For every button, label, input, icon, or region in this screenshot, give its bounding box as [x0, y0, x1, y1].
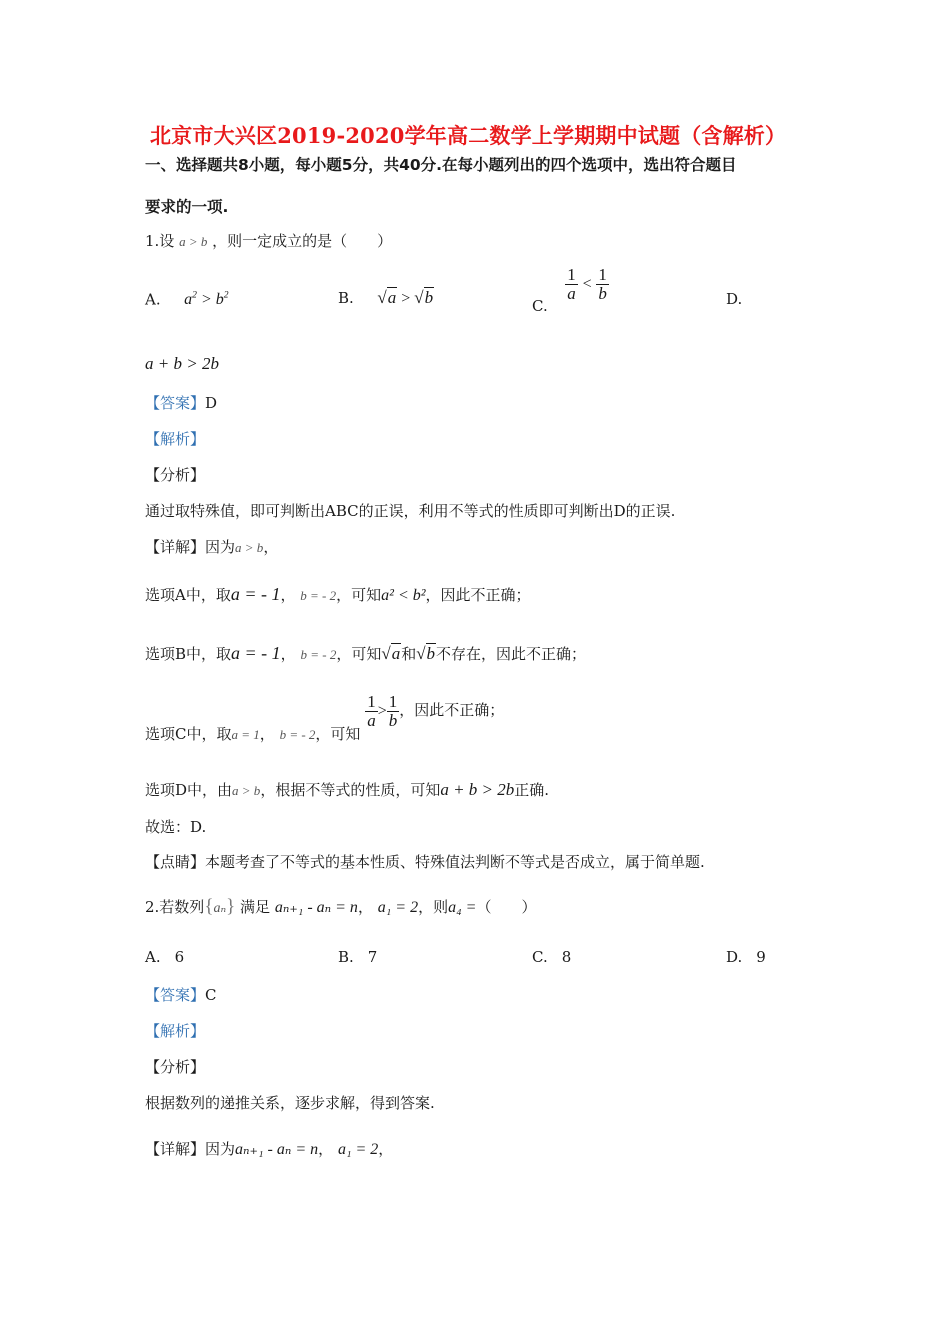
- q1-option-b: B. √a > √b: [338, 288, 434, 307]
- q1-detail-line-a: 选项A中，取a = - 1， b = - 2，可知a² < b²，因此不正确；: [145, 584, 531, 604]
- q1-option-d-label: D.: [726, 290, 743, 308]
- q2-fenxi-text: 根据数列的递推关系，逐步求解，得到答案.: [145, 1094, 435, 1112]
- q1-choose: 故选：D.: [145, 818, 207, 836]
- q2-option-d: D. 9: [726, 948, 766, 966]
- q1-detail-intro: 【详解】因为a > b，: [145, 538, 279, 556]
- q2-option-c: C. 8: [532, 948, 572, 966]
- q1-option-d-expr: a + b > 2b: [145, 354, 219, 373]
- q2-option-b: B. 7: [338, 948, 378, 966]
- q2-fenxi-tag: 【分析】: [145, 1058, 206, 1076]
- q1-stem: 1.设 a > b ，则一定成立的是（ ）: [145, 232, 393, 250]
- q1-detail-line-c: 选项C中，取a = 1， b = - 2，可知 $\frac{1}{a}$ > $\frac{1}{b}$ ，因此不正确；: [145, 692, 505, 744]
- q1-answer: 【答案】D: [145, 394, 218, 412]
- q1-analysis-tag: 【解析】: [145, 430, 206, 448]
- q2-analysis-tag: 【解析】: [145, 1022, 206, 1040]
- section-heading-line1: 一、选择题共8小题，每小题5分，共40分.在每小题列出的四个选项中，选出符合题目: [145, 156, 737, 174]
- q2-option-a: A. 6: [145, 948, 185, 966]
- q1-option-a: A. $a^2 > b^2$: [145, 290, 229, 309]
- q1-option-c: C. $\frac{1}{a}$ < $\frac{1}{b}$: [532, 265, 607, 316]
- section-heading-line2: 要求的一项.: [145, 198, 229, 216]
- q2-stem: 2.若数列{aₙ} 满足 aₙ₊₁ - aₙ = n， a₁ = 2，则a₄ =（ ）: [145, 896, 537, 917]
- q1-fenxi-tag: 【分析】: [145, 466, 206, 484]
- q1-detail-line-d: 选项D中，由a > b，根据不等式的性质，可知a + b > 2b正确.: [145, 780, 550, 799]
- q1-condition: a > b: [179, 234, 208, 249]
- q1-dianjing: 【点睛】本题考查了不等式的基本性质、特殊值法判断不等式是否成立，属于简单题.: [145, 853, 705, 871]
- document-title: 北京市大兴区2019-2020学年高二数学上学期期中试题（含解析）: [150, 123, 787, 148]
- q2-answer: 【答案】C: [145, 986, 217, 1004]
- q1-fenxi-text: 通过取特殊值，即可判断出ABC的正误，利用不等式的性质即可判断出D的正误.: [145, 502, 676, 520]
- q2-detail-intro: 【详解】因为aₙ₊₁ - aₙ = n， a₁ = 2，: [145, 1140, 394, 1158]
- q1-detail-line-b: 选项B中，取a = - 1， b = - 2，可知√a和√b不存在，因此不正确；: [145, 643, 587, 663]
